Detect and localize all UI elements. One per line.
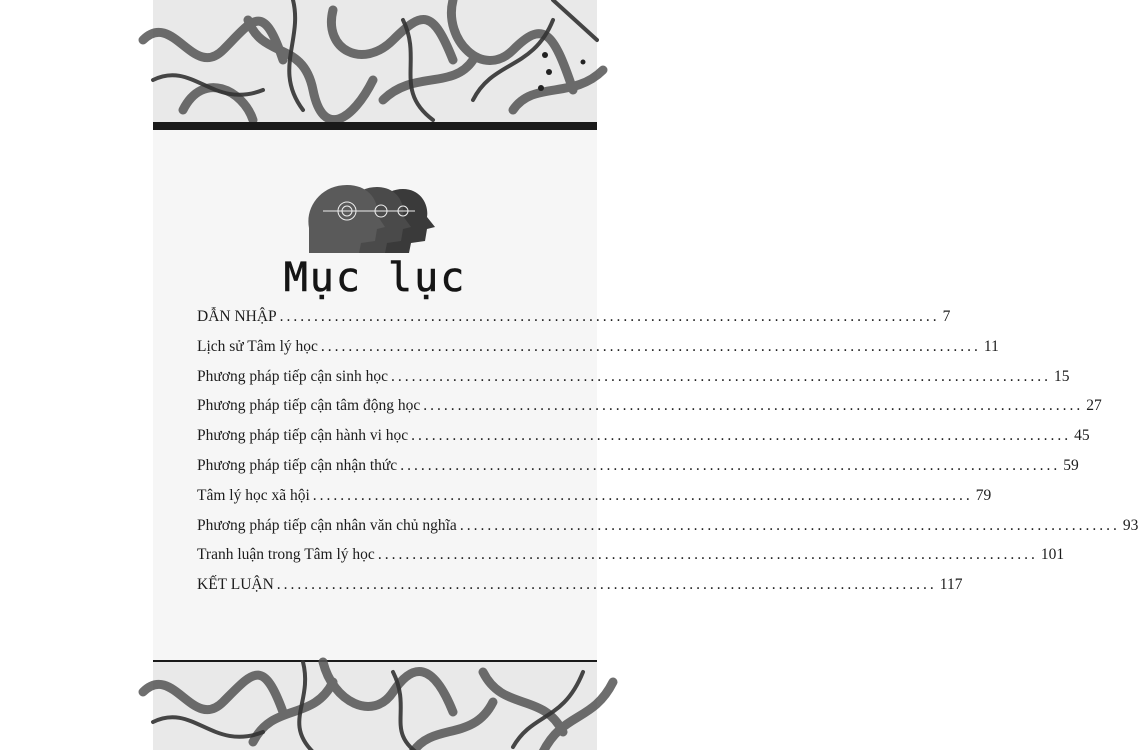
toc-entry-page: 117 xyxy=(939,576,963,594)
toc-entry xyxy=(197,546,1065,576)
dot-leader: ................................................................................................ xyxy=(390,367,1051,385)
dot-leader: ................................................................................................ xyxy=(279,308,940,325)
toc-entry-label: Tranh luận trong Tâm lý học xyxy=(197,546,375,564)
toc-entry-page: 79 xyxy=(975,486,992,504)
toc-entry-label: Phương pháp tiếp cận hành vi học xyxy=(197,427,409,445)
dot-leader: ................................................................................................ xyxy=(320,337,981,355)
toc-entry-label: DẪN NHẬP xyxy=(197,308,277,325)
dot-leader: ................................................................................................ xyxy=(400,456,1061,474)
toc-entry-page: 101 xyxy=(1040,546,1065,564)
toc-entry-label: Phương pháp tiếp cận nhân văn chủ nghĩa xyxy=(197,516,457,534)
toc-entry-label: Tâm lý học xã hội xyxy=(197,486,310,504)
dot-leader: ................................................................................................ xyxy=(459,516,1120,534)
toc-entry-page: 59 xyxy=(1063,456,1079,474)
dot-leader: ................................................................................................ xyxy=(423,397,1084,415)
heads-illustration xyxy=(303,183,433,253)
toc-entry-page: 11 xyxy=(983,337,999,355)
toc-entry xyxy=(197,456,1079,487)
toc-entry-label: KẾT LUẬN xyxy=(197,576,274,594)
toc-entry-label: Phương pháp tiếp cận tâm động học xyxy=(197,397,421,415)
top-decorative-band xyxy=(153,0,597,124)
bottom-scribble-illustration xyxy=(153,662,597,750)
page-title: Mục lục xyxy=(283,254,467,301)
bottom-decorative-band xyxy=(153,662,597,750)
toc-entry-page: 27 xyxy=(1086,397,1102,415)
toc-entry-label: Phương pháp tiếp cận sinh học xyxy=(197,367,388,385)
toc-entry-page: 15 xyxy=(1053,367,1070,385)
toc-entry-page: 7 xyxy=(942,308,951,325)
toc-entry xyxy=(197,427,1090,457)
book-page xyxy=(153,0,1138,750)
top-scribble-illustration xyxy=(153,0,597,124)
toc-entry xyxy=(197,516,1138,547)
dot-leader: ................................................................................................ xyxy=(377,546,1038,564)
toc-entry xyxy=(197,397,1102,427)
toc-entry-page: 45 xyxy=(1074,427,1090,445)
dot-leader: ................................................................................................ xyxy=(411,427,1072,445)
toc-entry xyxy=(197,337,999,368)
toc-entry xyxy=(197,576,963,606)
toc-entry-label: Lịch sử Tâm lý học xyxy=(197,337,318,355)
table-of-contents xyxy=(197,308,1138,606)
toc-entry xyxy=(197,486,992,517)
toc-entry-page: 93 xyxy=(1122,516,1138,534)
toc-entry-label: Phương pháp tiếp cận nhận thức xyxy=(197,456,398,474)
dot-leader: ................................................................................................ xyxy=(276,576,937,594)
top-divider-rule xyxy=(153,122,597,130)
toc-entry xyxy=(197,367,1070,398)
toc-entry xyxy=(197,308,951,338)
dot-leader: ................................................................................................ xyxy=(312,486,973,504)
